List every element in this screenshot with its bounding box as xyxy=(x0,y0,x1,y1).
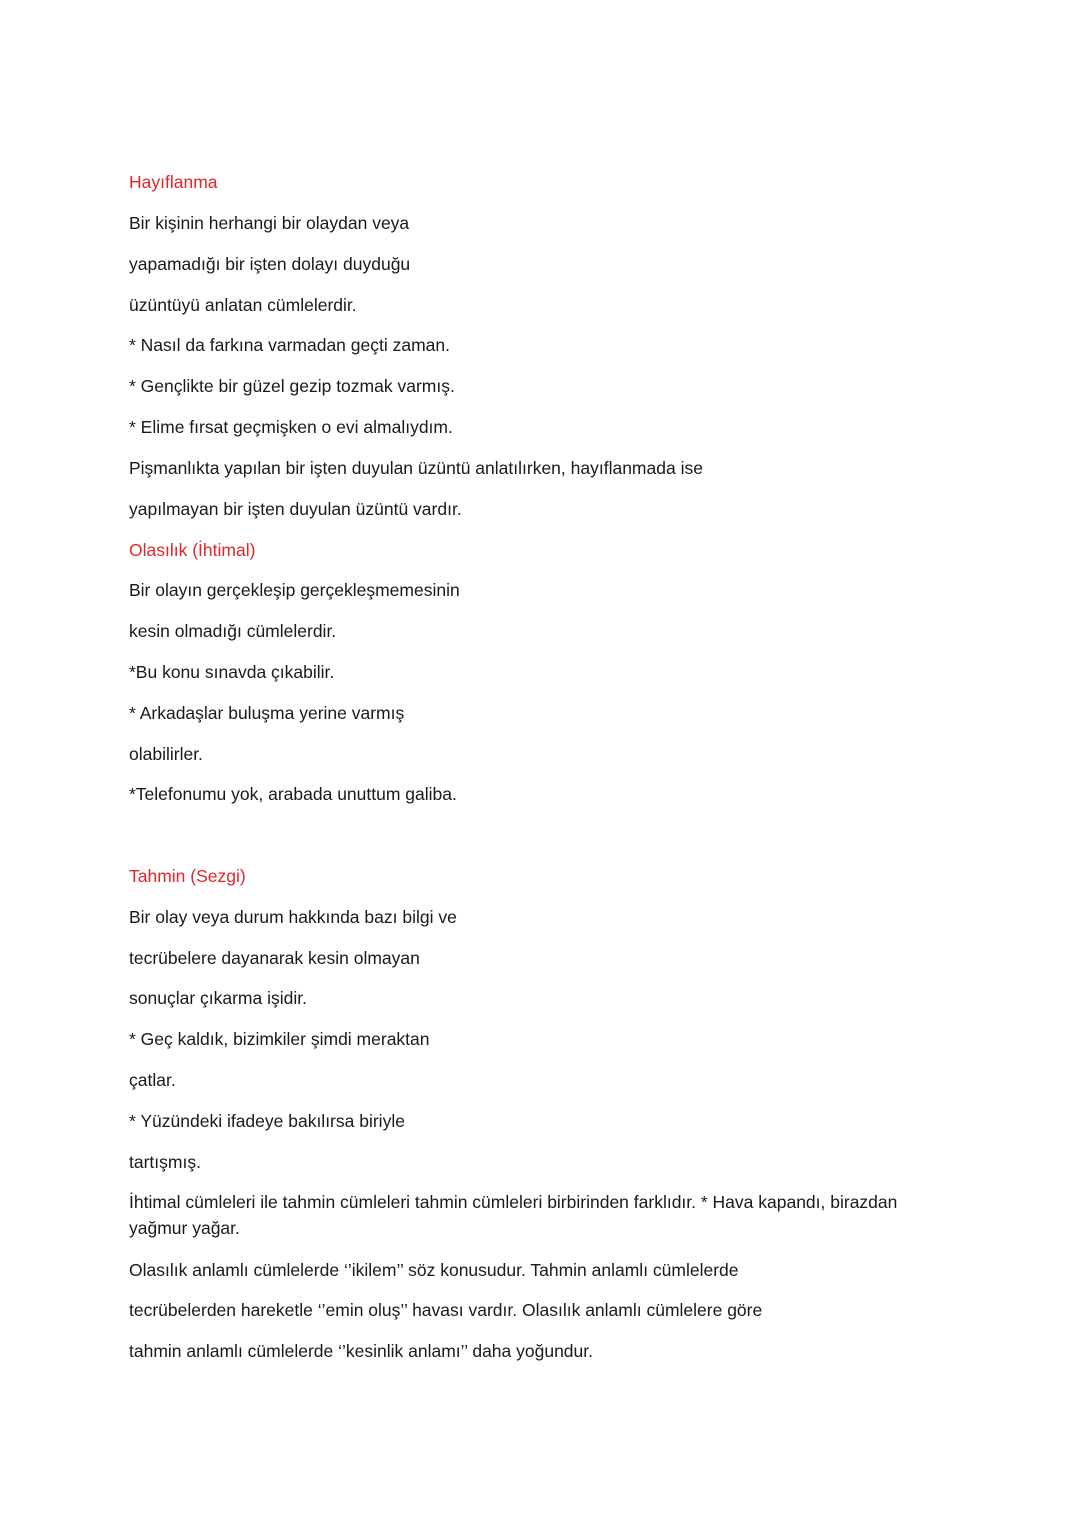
text-line: yapamadığı bir işten dolayı duyduğu xyxy=(129,254,411,274)
document-page xyxy=(129,0,959,1527)
example-line: olabilirler. xyxy=(129,744,203,764)
example-line: * Yüzündeki ifadeye bakılırsa biriyle xyxy=(129,1111,405,1131)
section-heading-tahmin: Tahmin (Sezgi) xyxy=(129,866,246,886)
example-line: çatlar. xyxy=(129,1070,176,1090)
example-line: * Elime fırsat geçmişken o evi almalıydım. xyxy=(129,417,453,437)
text-line: tecrübelere dayanarak kesin olmayan xyxy=(129,948,420,968)
example-line: tartışmış. xyxy=(129,1152,201,1172)
text-line: yapılmayan bir işten duyulan üzüntü vardır. xyxy=(129,499,462,519)
text-line: kesin olmadığı cümlelerdir. xyxy=(129,621,337,641)
text-line: Bir kişinin herhangi bir olaydan veya xyxy=(129,213,410,233)
section-heading-olasilik: Olasılık (İhtimal) xyxy=(129,540,256,560)
example-line: * Nasıl da farkına varmadan geçti zaman. xyxy=(129,335,450,355)
section-heading-hayiflanma: Hayıflanma xyxy=(129,172,218,192)
text-paragraph: İhtimal cümleleri ile tahmin cümleleri tahmin cümleleri birbirinden farklıdır. * Hava kapandı, birazdan yağmur yağar. xyxy=(129,1192,898,1238)
text-line: tahmin anlamlı cümlelerde ‘’kesinlik anlamı’’ daha yoğundur. xyxy=(129,1341,593,1361)
text-line: Bir olayın gerçekleşip gerçekleşmemesinin xyxy=(129,580,460,600)
text-line: Olasılık anlamlı cümlelerde ‘’ikilem’’ söz konusudur. Tahmin anlamlı cümlelerde xyxy=(129,1260,739,1280)
example-line: *Telefonumu yok, arabada unuttum galiba. xyxy=(129,784,457,804)
text-line: sonuçlar çıkarma işidir. xyxy=(129,988,307,1008)
text-line: Pişmanlıkta yapılan bir işten duyulan üzüntü anlatılırken, hayıflanmada ise xyxy=(129,458,703,478)
text-line: üzüntüyü anlatan cümlelerdir. xyxy=(129,295,357,315)
text-line: tecrübelerden hareketle ‘’emin oluş’’ havası vardır. Olasılık anlamlı cümlelere göre xyxy=(129,1300,763,1320)
example-line: *Bu konu sınavda çıkabilir. xyxy=(129,662,335,682)
text-line: Bir olay veya durum hakkında bazı bilgi ve xyxy=(129,907,457,927)
example-line: * Geç kaldık, bizimkiler şimdi meraktan xyxy=(129,1029,430,1049)
example-line: * Arkadaşlar buluşma yerine varmış xyxy=(129,703,405,723)
example-line: * Gençlikte bir güzel gezip tozmak varmış. xyxy=(129,376,455,396)
